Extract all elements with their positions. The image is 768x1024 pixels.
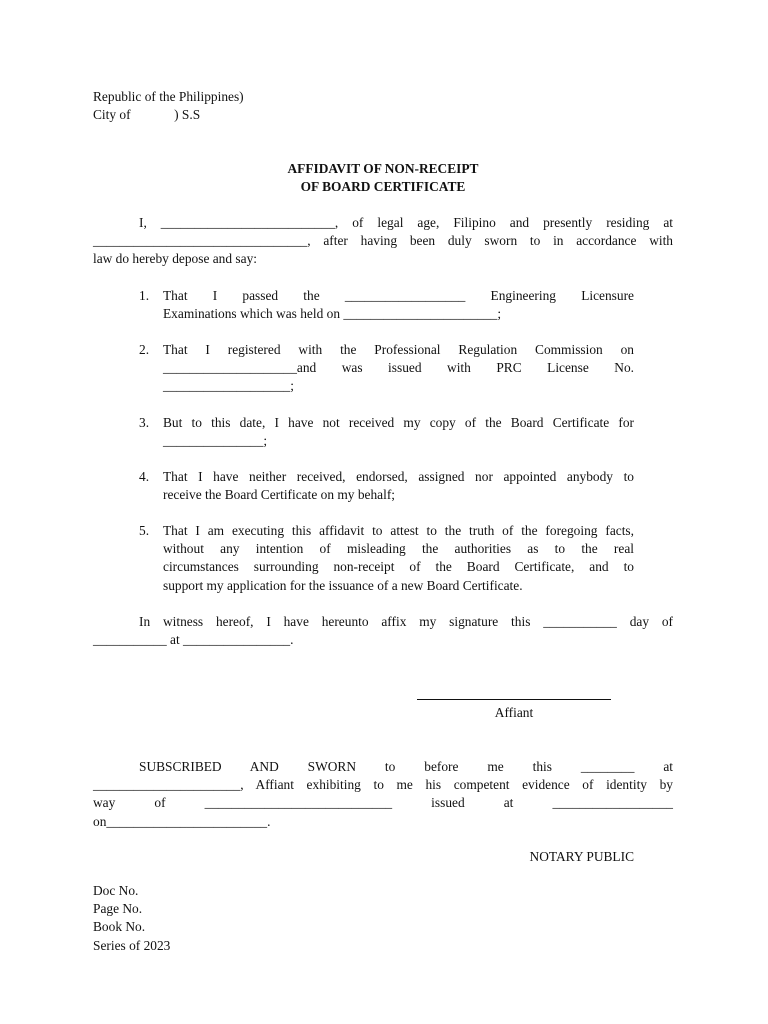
venue-republic: Republic of the Philippines) [93,89,244,104]
item-line: Examinations which was held on _______________________; [163,306,502,322]
list-item-2 [93,341,673,396]
item-line: That I passed the __________________ Engineering Licensure [163,288,634,303]
intro-line-3: law do hereby depose and say: [93,251,257,267]
item-line: without any intention of misleading the authorities as to the real [163,541,634,557]
item-line: ___________________; [163,378,294,394]
intro-line-2: ________________________________, after having been duly sworn to in accordance with [93,233,673,249]
document-title [93,160,673,196]
list-item-1 [93,287,673,323]
item-line: _______________; [163,433,268,449]
item-line: circumstances surrounding non-receipt of the Board Certificate, and to [163,559,634,575]
intro-paragraph [93,214,673,269]
item-line: That I am executing this affidavit to attest to the truth of the foregoing facts, [163,523,634,538]
subscribed-paragraph [93,758,673,831]
item-line: That I have neither received, endorsed, assigned nor appointed anybody to [163,469,634,484]
list-item-4 [93,468,673,504]
series: Series of 2023 [93,937,171,953]
subscribed-line-3: way of ____________________________ issued at __________________ [93,795,673,811]
witness-line-2: ___________ at ________________. [93,632,294,648]
affiant-label: Affiant [494,705,534,720]
subscribed-line-1: SUBSCRIBED AND SWORN to before me this ________ at [139,759,673,774]
item-line: receive the Board Certificate on my behalf; [163,487,396,503]
venue-city: City of ) S.S [93,107,201,123]
subscribed-line-2: ______________________, Affiant exhibiting to me his competent evidence of identity by [93,777,673,793]
title-line-1: AFFIDAVIT OF NON-RECEIPT [287,161,479,176]
item-line: ____________________and was issued with PRC License No. [163,360,634,376]
item-number: 4. [139,469,150,484]
witness-paragraph [93,613,673,649]
book-no: Book No. [93,919,146,935]
item-number: 3. [139,415,150,430]
item-line: support my application for the issuance of a new Board Certificate. [163,577,523,593]
list-item-5 [93,522,673,595]
list-item-3 [93,414,673,450]
item-line: But to this date, I have not received my copy of the Board Certificate for [163,415,634,430]
witness-line-1: In witness hereof, I have hereunto affix my signature this ___________ day of [139,614,673,629]
title-line-2: OF BOARD CERTIFICATE [300,179,466,195]
doc-no: Doc No. [93,883,139,898]
item-line: That I registered with the Professional Regulation Commission on [163,342,634,357]
notary-public-label: NOTARY PUBLIC [529,849,634,864]
item-number: 1. [139,288,150,303]
affiant-signature-line [417,699,611,700]
notarial-register [93,882,673,955]
item-number: 2. [139,342,150,357]
intro-line-1: I, __________________________, of legal age, Filipino and presently residing at [139,215,673,230]
page-no: Page No. [93,901,143,917]
venue-header [93,88,673,124]
item-number: 5. [139,523,150,538]
subscribed-line-4: on________________________. [93,813,271,829]
